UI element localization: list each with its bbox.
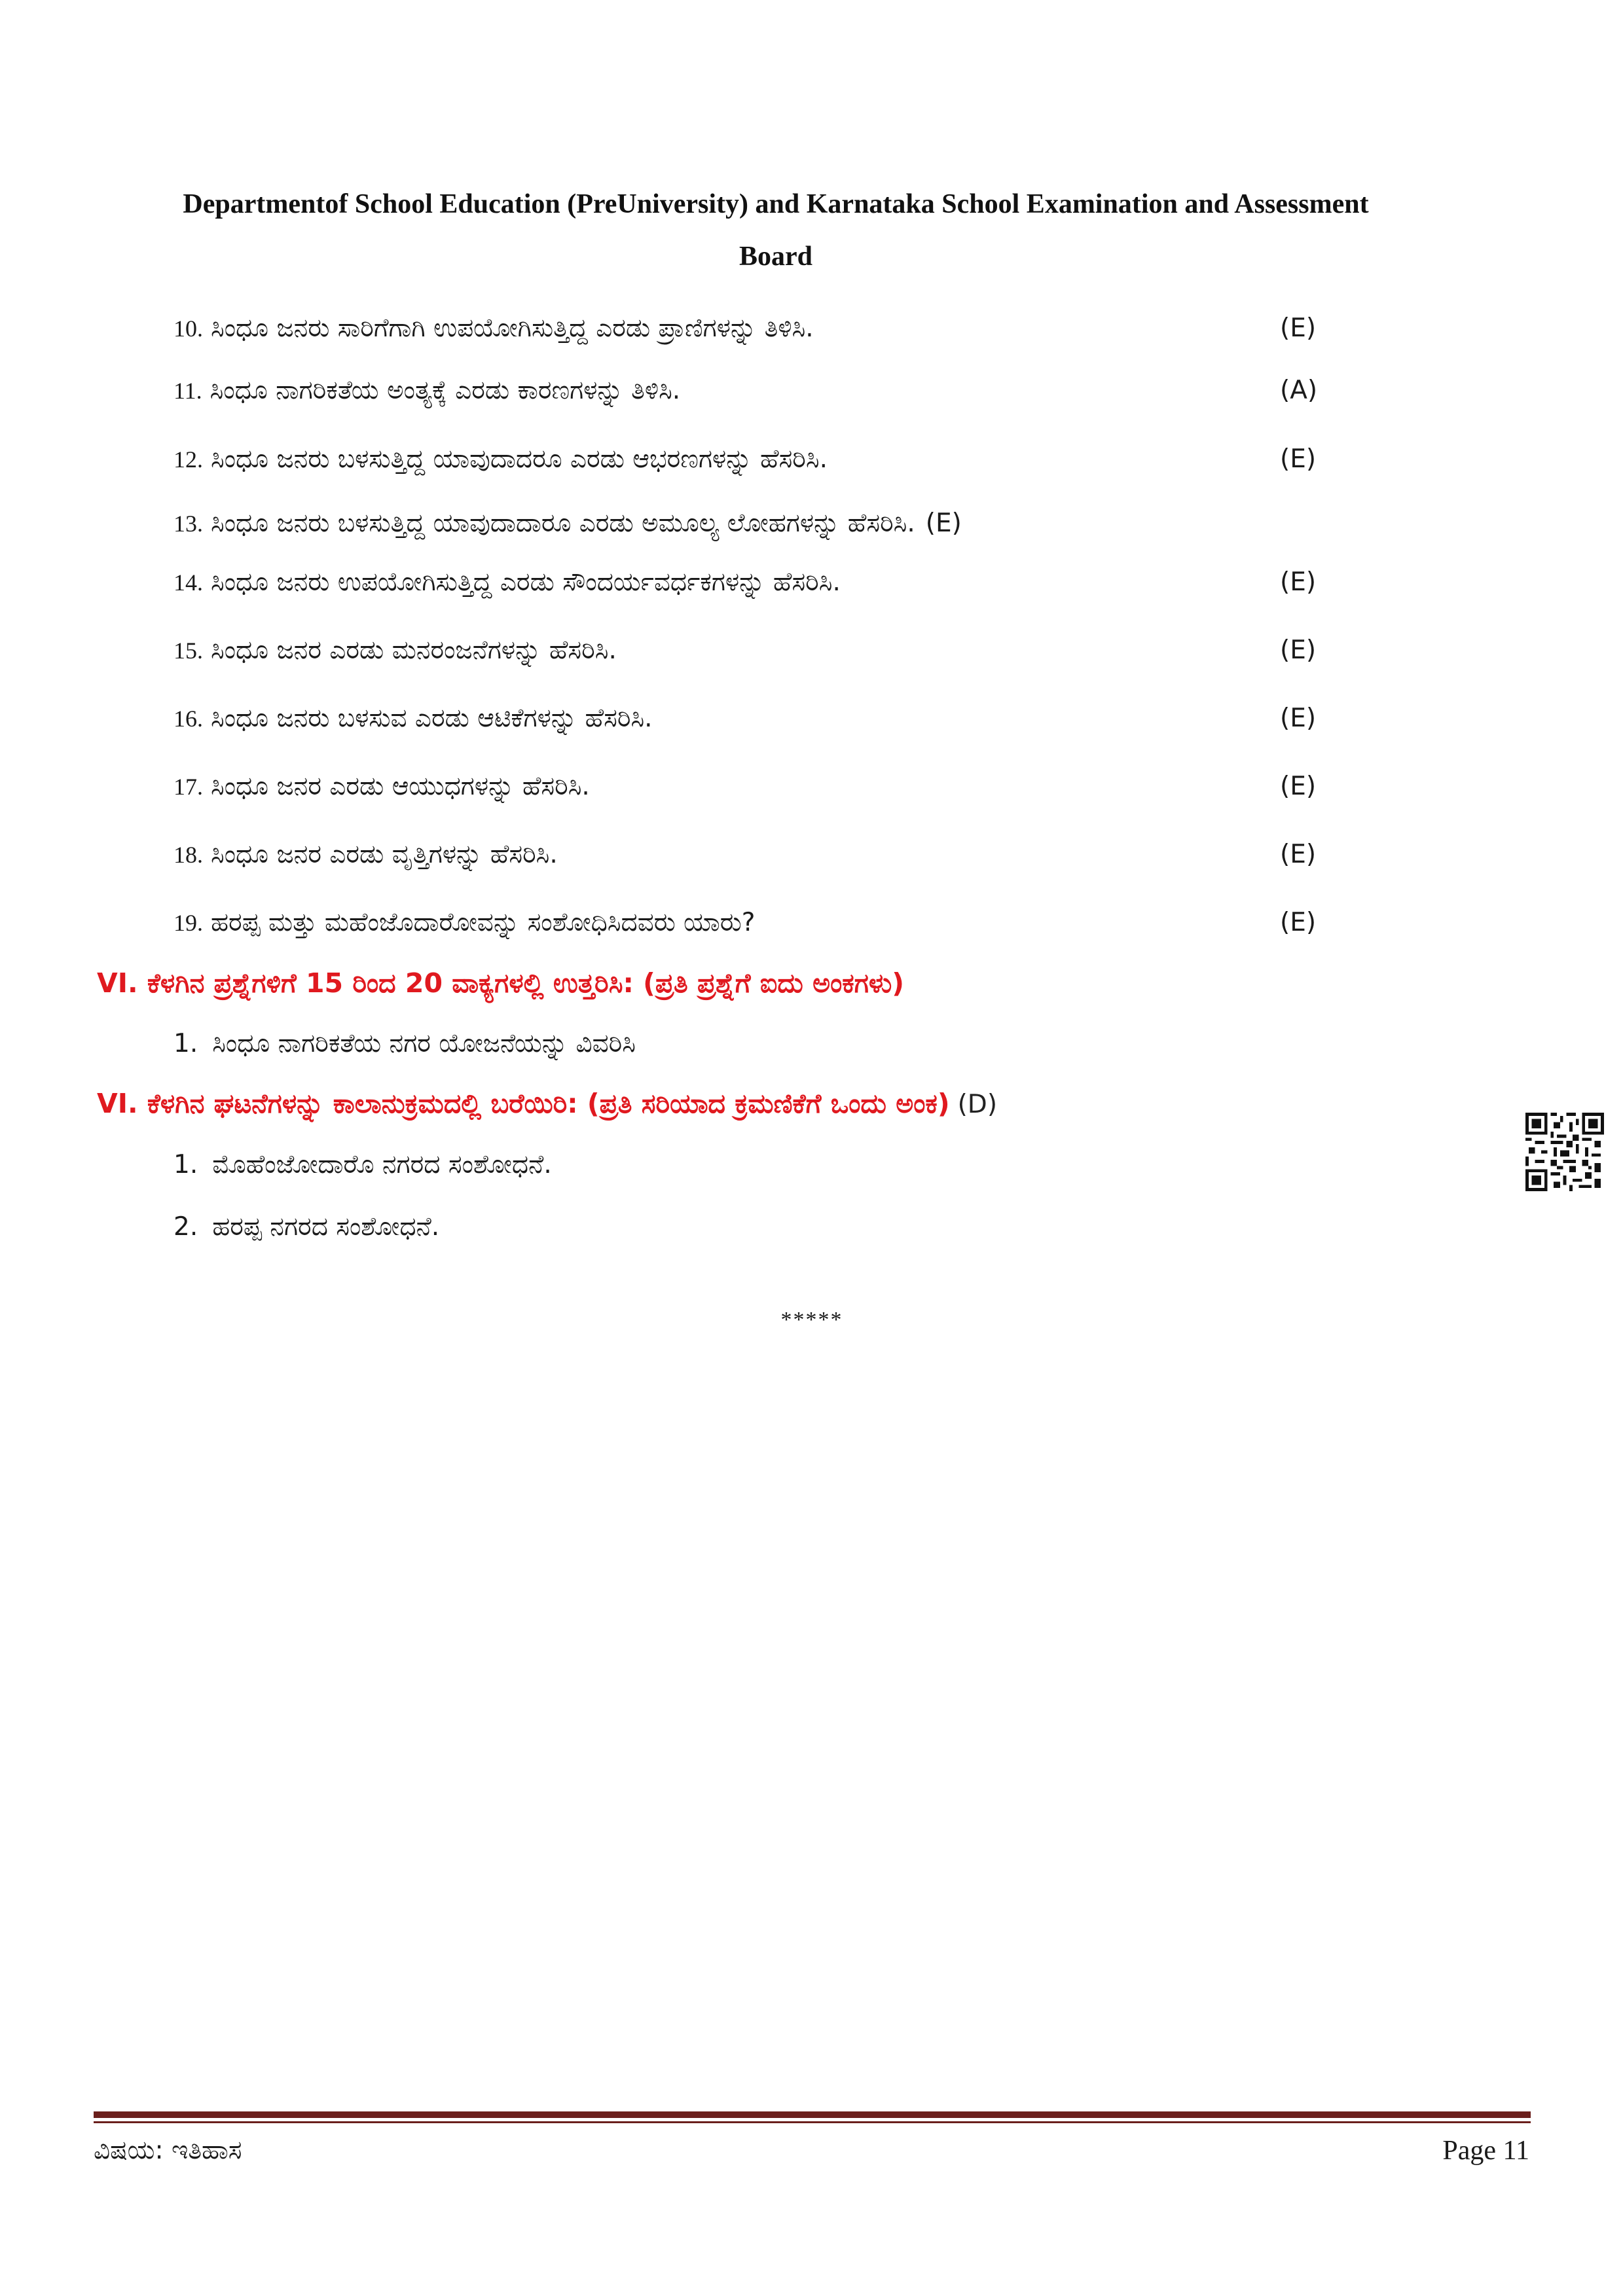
question-number: 19.: [173, 910, 203, 936]
item-number: 1.: [173, 1029, 198, 1058]
difficulty-tag: (E): [1280, 908, 1317, 937]
question-text: ಸಿಂಧೂ ಜನರ ಎರಡು ವೃತ್ತಿಗಳನ್ನು ಹೆಸರಿಸಿ.: [211, 840, 558, 869]
question-text: ಸಿಂಧೂ ನಾಗರಿಕತೆಯ ಅಂತ್ಯಕ್ಕೆ ಎರಡು ಕಾರಣಗಳನ್ನು ತಿಳಿಸಿ.: [210, 376, 681, 405]
question-number: 10.: [173, 315, 203, 342]
difficulty-tag: (E): [925, 509, 962, 538]
question-text: ಸಿಂಧೂ ಜನರು ಬಳಸುತ್ತಿದ್ದ ಯಾವುದಾದಾರೂ ಎರಡು ಅಮೂಲ್ಯ ಲೋಹಗಳನ್ನು ಹೆಸರಿಸಿ.: [211, 509, 915, 538]
question-number: 14.: [173, 569, 203, 596]
difficulty-tag: (E): [1280, 772, 1317, 801]
page-number: Page 11: [1442, 2136, 1529, 2166]
item-text: ಸಿಂಧೂ ನಾಗರಿಕತೆಯ ನಗರ ಯೋಜನೆಯನ್ನು ವಿವರಿಸಿ: [212, 1029, 636, 1058]
question-text: ಸಿಂಧೂ ಜನರ ಎರಡು ಆಯುಧಗಳನ್ನು ಹೆಸರಿಸಿ.: [211, 772, 590, 801]
question-number: 17.: [173, 774, 203, 800]
question-number: 15.: [173, 637, 203, 664]
question-item: [173, 371, 1417, 410]
question-item: [173, 631, 1417, 670]
question-text: ಹರಪ್ಪ ಮತ್ತು ಮಹೆಂಜೊದಾರೋವನ್ನು ಸಂಶೋಧಿಸಿದವರು ಯಾರು?: [211, 908, 756, 937]
question-text: ಸಿಂಧೂ ಜನರು ಬಳಸುವ ಎರಡು ಆಟಿಕೆಗಳನ್ನು ಹೆಸರಿಸಿ.: [211, 704, 653, 733]
question-item: [173, 309, 1417, 348]
footer-rule-thick: [94, 2111, 1531, 2118]
question-item: [173, 699, 1417, 738]
section-heading-long-answer: VI. ಕೆಳಗಿನ ಪ್ರಶ್ನೆಗಳಿಗೆ 15 ರಿಂದ 20 ವಾಕ್ಯಗಳಲ್ಲಿ ಉತ್ತರಿಸಿ: (ಪ್ರತಿ ಪ್ರಶ್ನೆಗೆ ಐದು ಅಂಕಗಳು): [97, 967, 904, 999]
question-item: [173, 767, 1417, 806]
question-item: [173, 903, 1417, 942]
question-number: 11.: [173, 378, 202, 404]
section-heading-text: VI. ಕೆಳಗಿನ ಘಟನೆಗಳನ್ನು ಕಾಲಾನುಕ್ರಮದಲ್ಲಿ ಬರೆಯಿರಿ: (ಪ್ರತಿ ಸರಿಯಾದ ಕ್ರಮಣಿಕೆಗೆ ಒಂದು ಅಂಕ): [97, 1088, 950, 1119]
item-text: ಮೊಹೆಂಜೋದಾರೊ ನಗರದ ಸಂಶೋಧನೆ.: [212, 1150, 552, 1179]
page-header: [124, 178, 1427, 283]
question-item: [173, 504, 1417, 543]
question-text: ಸಿಂಧೂ ಜನರು ಸಾರಿಗೆಗಾಗಿ ಉಪಯೋಗಿಸುತ್ತಿದ್ದ ಎರಡು ಪ್ರಾಣಿಗಳನ್ನು ತಿಳಿಸಿ.: [211, 314, 814, 343]
question-item: [173, 835, 1417, 874]
difficulty-tag: (A): [1280, 376, 1318, 405]
item-number: 2.: [173, 1212, 198, 1242]
list-item: [173, 1145, 552, 1185]
question-number: 13.: [173, 511, 203, 537]
question-text: ಸಿಂಧೂ ಜನರ ಎರಡು ಮನರಂಜನೆಗಳನ್ನು ಹೆಸರಿಸಿ.: [211, 636, 617, 665]
footer-subject: ವಿಷಯ: ಇತಿಹಾಸ: [94, 2136, 242, 2165]
qr-code: [1525, 1113, 1604, 1191]
question-item: [173, 440, 1417, 479]
difficulty-tag: (D): [957, 1090, 998, 1119]
header-line-2: Board: [739, 242, 812, 272]
difficulty-tag: (E): [1280, 567, 1317, 597]
item-number: 1.: [173, 1150, 198, 1179]
section-heading-chronology: [97, 1083, 997, 1124]
question-text: ಸಿಂಧೂ ಜನರು ಬಳಸುತ್ತಿದ್ದ ಯಾವುದಾದರೂ ಎರಡು ಆಭರಣಗಳನ್ನು ಹೆಸರಿಸಿ.: [211, 444, 828, 474]
question-number: 12.: [173, 446, 203, 473]
question-number: 16.: [173, 706, 203, 732]
question-item: [173, 563, 1417, 602]
difficulty-tag: (E): [1280, 704, 1317, 733]
difficulty-tag: (E): [1280, 444, 1317, 474]
list-item: [173, 1208, 439, 1247]
question-number: 18.: [173, 842, 203, 868]
list-item: [173, 1024, 636, 1064]
end-marker: *****: [780, 1308, 843, 1332]
question-text: ಸಿಂಧೂ ಜನರು ಉಪಯೋಗಿಸುತ್ತಿದ್ದ ಎರಡು ಸೌಂದರ್ಯವರ್ಧಕಗಳನ್ನು ಹೆಸರಿಸಿ.: [211, 567, 841, 597]
difficulty-tag: (E): [1280, 636, 1317, 665]
difficulty-tag: (E): [1280, 314, 1317, 343]
difficulty-tag: (E): [1280, 840, 1317, 869]
footer-rule-thin: [94, 2121, 1531, 2123]
header-line-1: Departmentof School Education (PreUniversity) and Karnataka School Examination and Assessment: [183, 189, 1369, 219]
item-text: ಹರಪ್ಪ ನಗರದ ಸಂಶೋಧನೆ.: [212, 1212, 440, 1242]
